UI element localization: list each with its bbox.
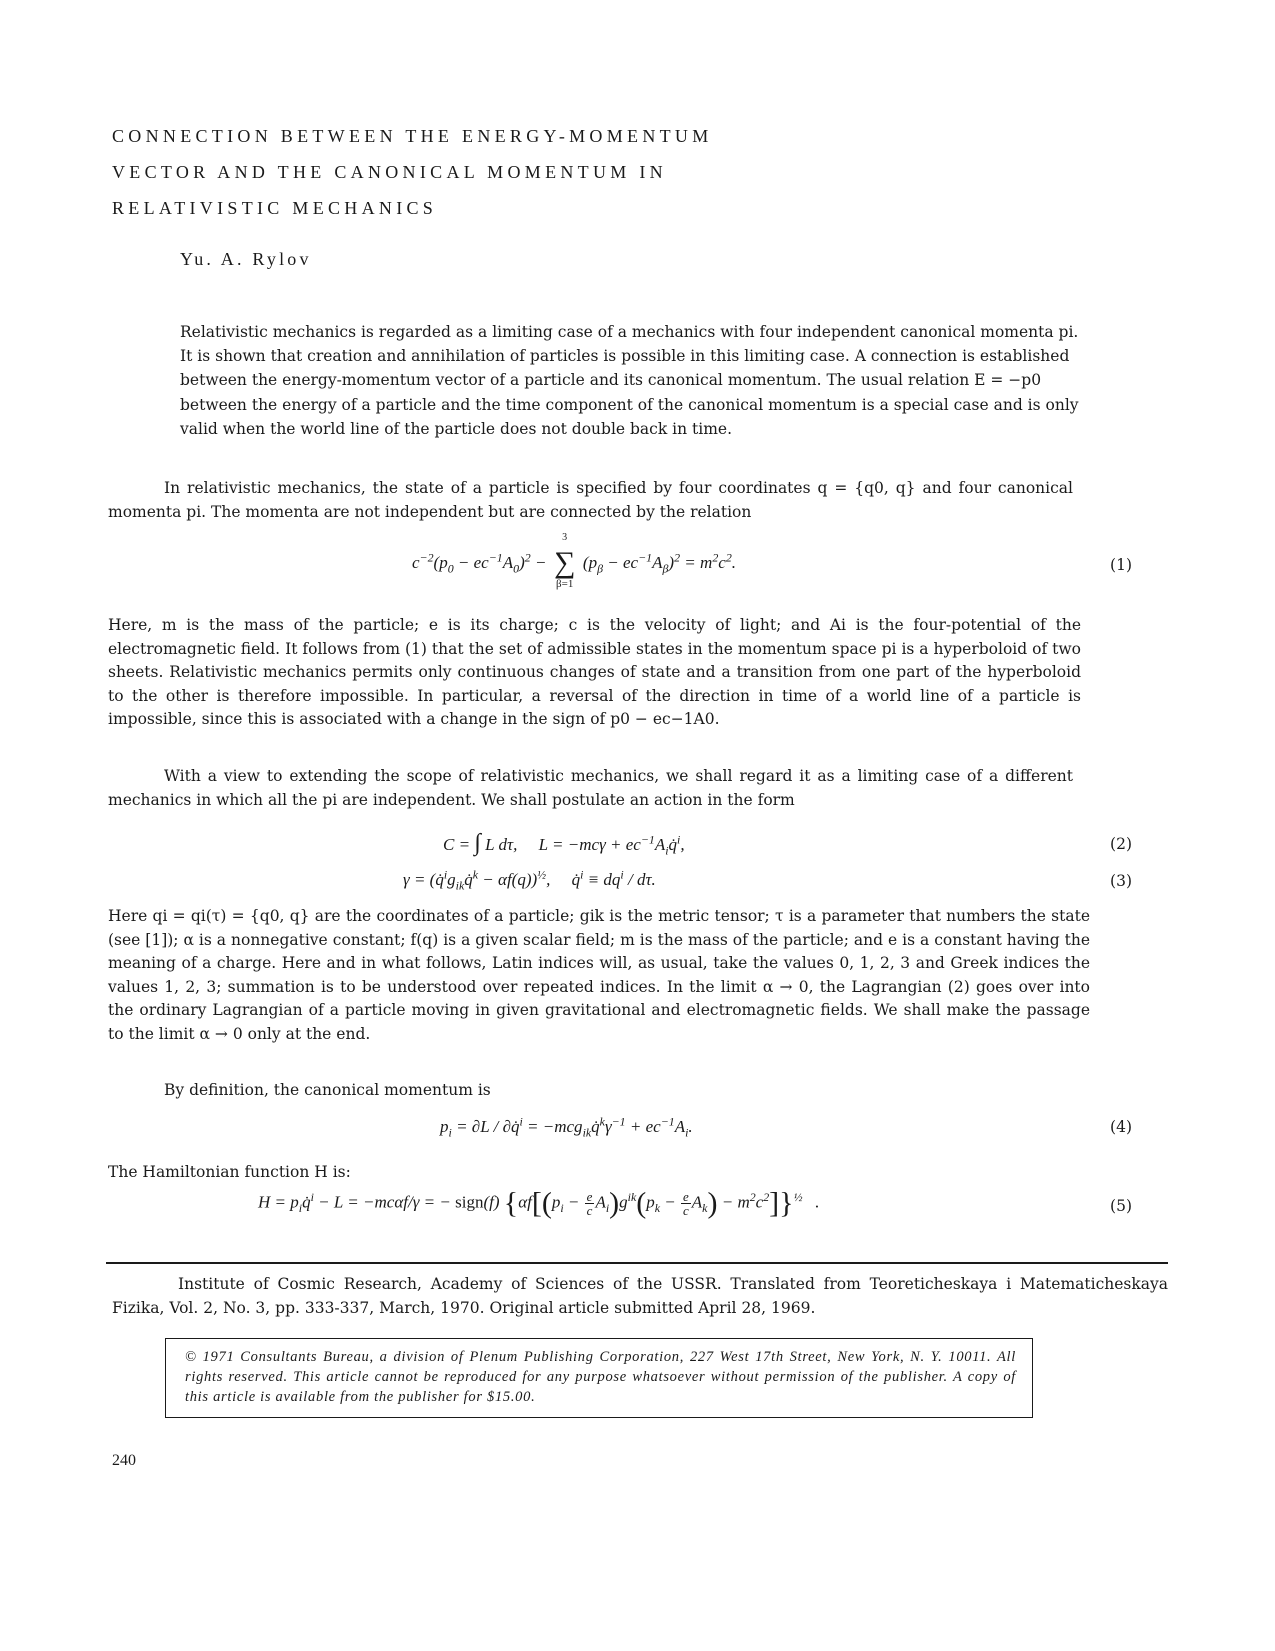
sum-upper-limit: 3 (562, 532, 568, 543)
equation-5: $H = p_iq̇^i - L = -mc\alpha f/\gamma$ = − sign(f) {$\alpha f[(p_i$ − $\frac{e}{c}$ $A_i)g^{ik}(p_k$ − $\frac{e}{c}$ $A_k) - m^2c^2]\}^{\frac{1}{2}}$ . (258, 1186, 820, 1220)
paragraph-5: By definition, the canonical momentum is (164, 1081, 491, 1099)
summation-sign: 3 ∑ β=1 (551, 548, 579, 578)
equation-4-number: (4) (1110, 1118, 1132, 1136)
title-line-3: RELATIVISTIC MECHANICS (112, 198, 438, 218)
footnote-text: Institute of Cosmic Research, Academy of Sciences of the USSR. Translated from Teoreticheskaya i Matematicheskaya Fizika, Vol. 2, No. 3, pp. 333-337, March, 1970. Original article submitted April 28, 1969. (112, 1275, 1168, 1317)
equation-4: $p_i = \partial L$ / ∂q̇$^i$ = $-mcg_{ik}q̇^k\gamma^{-1} + ec^{-1}A_i$. (440, 1114, 693, 1140)
paragraph-3-text: With a view to extending the scope of relativistic mechanics, we shall regard it as a limiting case of a different mechanics in which all the pi are independent. We shall postulate an action in the form (108, 767, 1073, 809)
equation-1-number: (1) (1110, 556, 1132, 574)
copyright-box (165, 1338, 1033, 1418)
paragraph-4: Here qi = qi(τ) = {q0, q} are the coordinates of a particle; gik is the metric tensor; τ is a parameter that numbers the state (see [1]); α is a nonnegative constant; f(q) is a given scalar field; m is the mass of the particle; and e is a constant having the meaning of a charge. Here and in what follows, Latin indices will, as usual, take the values 0, 1, 2, 3 and Greek indices the values 1, 2, 3; summation is to be understood over repeated indices. In the limit α → 0, the Lagrangian (2) goes over into the ordinary Lagrangian of a particle moving in given gravitational and electromagnetic fields. We shall make the passage to the limit α → 0 only at the end. (108, 907, 1090, 1043)
paragraph-1-text: In relativistic mechanics, the state of a particle is specified by four coordinates q = {q0, q} and four canonical momenta pi. The momenta are not independent but are connected by the relation (108, 479, 1073, 521)
author: Yu. A. Rylov (180, 249, 312, 269)
paragraph-2: Here, m is the mass of the particle; e is its charge; c is the velocity of light; and Ai is the four-potential of the electromagnetic field. It follows from (1) that the set of admissible states in the momentum space pi is a hyperboloid of two sheets. Relativistic mechanics permits only continuous changes of state and a transition from one part of the hyperboloid to the other is therefore impossible. In particular, a reversal of the direction in time of a world line of a particle is impossible, since this is associated with a change in the sign of p0 − ec−1A0. (108, 616, 1081, 729)
equation-1: $c^{-2}(p_0 - ec^{-1}A_0)^2$ − 3 ∑ β=1 $(p_\beta - ec^{-1}A_\beta)^2 = m^2c^2$. (412, 532, 737, 590)
equation-5-number: (5) (1110, 1197, 1132, 1215)
paragraph-1 (108, 477, 1073, 524)
sum-lower-limit: β=1 (556, 578, 574, 590)
footnote-divider (106, 1262, 1168, 1264)
abstract: Relativistic mechanics is regarded as a limiting case of a mechanics with four independent canonical momenta pi. It is shown that creation and annihilation of particles is possible in this limiting case. A connection is established between the energy-momentum vector of a particle and its canonical momentum. The usual relation E = −p0 between the energy of a particle and the time component of the canonical momentum is a special case and is only valid when the world line of the particle does not double back in time. (180, 323, 1079, 438)
equation-2: C = ∫ L dτ, $L = -mc\gamma + ec^{-1}A_iq̇^i$, (443, 830, 685, 858)
footnote (112, 1272, 1168, 1320)
page-number: 240 (112, 1452, 136, 1469)
paragraph-6: The Hamiltonian function H is: (108, 1163, 351, 1181)
title-line-2: VECTOR AND THE CANONICAL MOMENTUM IN (112, 162, 667, 182)
equation-3: $\gamma = (q̇^ig_{ik}q̇^k - \alpha f(q))^{\frac{1}{2}}$, q̇$^i$ ≡ $dq^i$ / dτ. (403, 867, 656, 893)
equation-3-number: (3) (1110, 872, 1132, 890)
title-line-1: CONNECTION BETWEEN THE ENERGY-MOMENTUM (112, 126, 713, 146)
paragraph-3 (108, 765, 1073, 812)
copyright-text: © 1971 Consultants Bureau, a division of Plenum Publishing Corporation, 227 West 17th Street, New York, N. Y. 10011. All rights reserved. This article cannot be reproduced for any purpose whatsoever without permission of the publisher. A copy of this article is available from the publisher for $15.00. (185, 1349, 1016, 1405)
equation-2-number: (2) (1110, 835, 1132, 853)
